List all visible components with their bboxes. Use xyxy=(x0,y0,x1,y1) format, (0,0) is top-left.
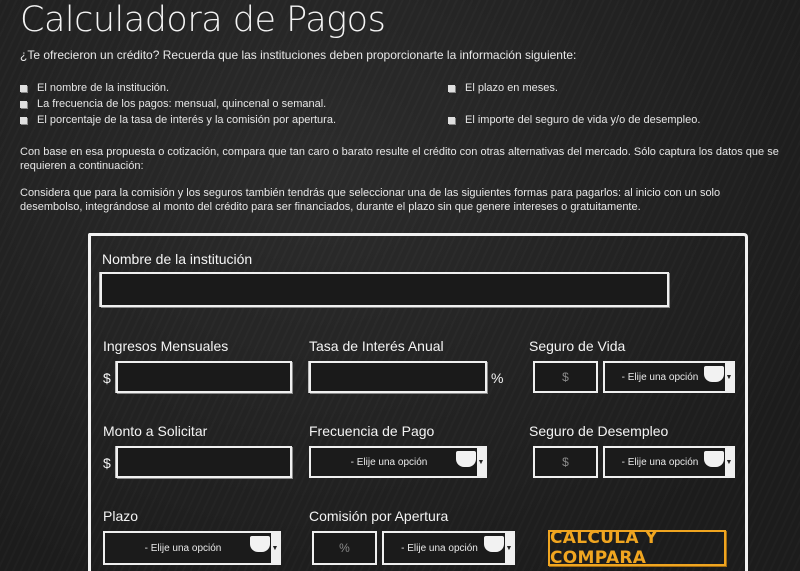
loan-amount-label: Monto a Solicitar xyxy=(103,423,208,439)
unemployment-insurance-label: Seguro de Desempleo xyxy=(529,423,669,439)
monthly-income-input[interactable] xyxy=(116,361,292,393)
loan-amount-currency: $ xyxy=(103,455,111,471)
term-label: Plazo xyxy=(103,508,139,524)
dropdown-handle-icon xyxy=(250,536,270,552)
requirements-column-left xyxy=(20,80,336,128)
list-item-text: El plazo en meses. xyxy=(465,82,558,94)
chevron-down-icon: ▼ xyxy=(477,448,485,476)
life-insurance-select-text: - Elije una opción xyxy=(621,371,699,383)
interest-rate-label: Tasa de Interés Anual xyxy=(309,338,444,354)
unemployment-insurance-select-text: - Elije una opción xyxy=(621,456,699,468)
bullet-icon xyxy=(448,85,455,92)
institution-label: Nombre de la institución xyxy=(102,251,253,267)
list-item xyxy=(448,112,700,128)
dropdown-handle-icon xyxy=(484,536,504,552)
interest-rate-input[interactable] xyxy=(309,361,487,393)
monthly-income-currency: $ xyxy=(103,370,111,386)
bullet-icon xyxy=(20,101,27,108)
chevron-down-icon: ▼ xyxy=(725,363,733,391)
dropdown-handle-icon xyxy=(704,366,724,382)
instructions-paragraph: Con base en esa propuesta o cotización, compara que tan caro o barato resulte el crédito con otras alternativas del mercado. Sólo captura los datos que se requieren a continuación: xyxy=(20,146,779,172)
unemployment-insurance-amount-input[interactable]: $ xyxy=(533,446,598,478)
bullet-icon xyxy=(448,117,455,124)
list-item-text: El importe del seguro de vida y/o de desempleo. xyxy=(465,114,701,126)
chevron-down-icon: ▼ xyxy=(725,448,733,476)
opening-fee-select-text: - Elije una opción xyxy=(401,542,478,554)
list-item-spacer xyxy=(448,96,700,112)
institution-input[interactable] xyxy=(100,272,669,307)
term-select[interactable] xyxy=(103,531,281,565)
bullet-icon xyxy=(20,85,27,92)
life-insurance-amount-input[interactable]: $ xyxy=(533,361,598,393)
list-item-text: El nombre de la institución. xyxy=(37,82,170,94)
payment-frequency-select[interactable] xyxy=(309,446,487,478)
bullet-icon xyxy=(20,117,27,124)
list-item-text: La frecuencia de los pagos: mensual, quincenal o semanal. xyxy=(37,98,327,110)
opening-fee-payment-select[interactable] xyxy=(382,531,515,565)
dropdown-handle-icon xyxy=(456,451,476,467)
term-select-text: - Elije una opción xyxy=(144,542,222,554)
list-item xyxy=(448,80,700,96)
dropdown-handle-icon xyxy=(704,451,724,467)
intro-text: ¿Te ofrecieron un crédito? Recuerda que las instituciones deben proporcionarte la información siguiente: xyxy=(20,48,577,62)
monthly-income-label: Ingresos Mensuales xyxy=(103,338,229,354)
payment-frequency-select-text: - Elije una opción xyxy=(350,456,428,468)
loan-amount-input[interactable] xyxy=(116,446,292,478)
list-item xyxy=(20,80,336,96)
list-item-text: El porcentaje de la tasa de interés y la comisión por apertura. xyxy=(37,114,336,126)
calculate-compare-button[interactable]: CALCULA Y COMPARA xyxy=(548,530,726,566)
opening-fee-input[interactable]: % xyxy=(312,531,377,565)
page-title: Calculadora de Pagos xyxy=(20,0,386,40)
opening-fee-label: Comisión por Apertura xyxy=(309,508,449,524)
interest-rate-unit: % xyxy=(491,370,504,386)
payment-frequency-label: Frecuencia de Pago xyxy=(309,423,435,439)
unemployment-insurance-payment-select[interactable] xyxy=(603,446,735,478)
chevron-down-icon: ▼ xyxy=(271,533,279,563)
list-item xyxy=(20,96,336,112)
list-item xyxy=(20,112,336,128)
requirements-column-right xyxy=(448,80,700,128)
chevron-down-icon: ▼ xyxy=(505,533,513,563)
life-insurance-payment-select[interactable] xyxy=(603,361,735,393)
life-insurance-label: Seguro de Vida xyxy=(529,338,626,354)
payment-forms-paragraph: Considera que para la comisión y los seguros también tendrás que seleccionar una de las siguientes formas para pagarlos: al inicio con un solo desembolso, integrándose al monto del crédito para ser financiados, durante el plazo sin que genere intereses o gratuitamente. xyxy=(20,187,721,213)
